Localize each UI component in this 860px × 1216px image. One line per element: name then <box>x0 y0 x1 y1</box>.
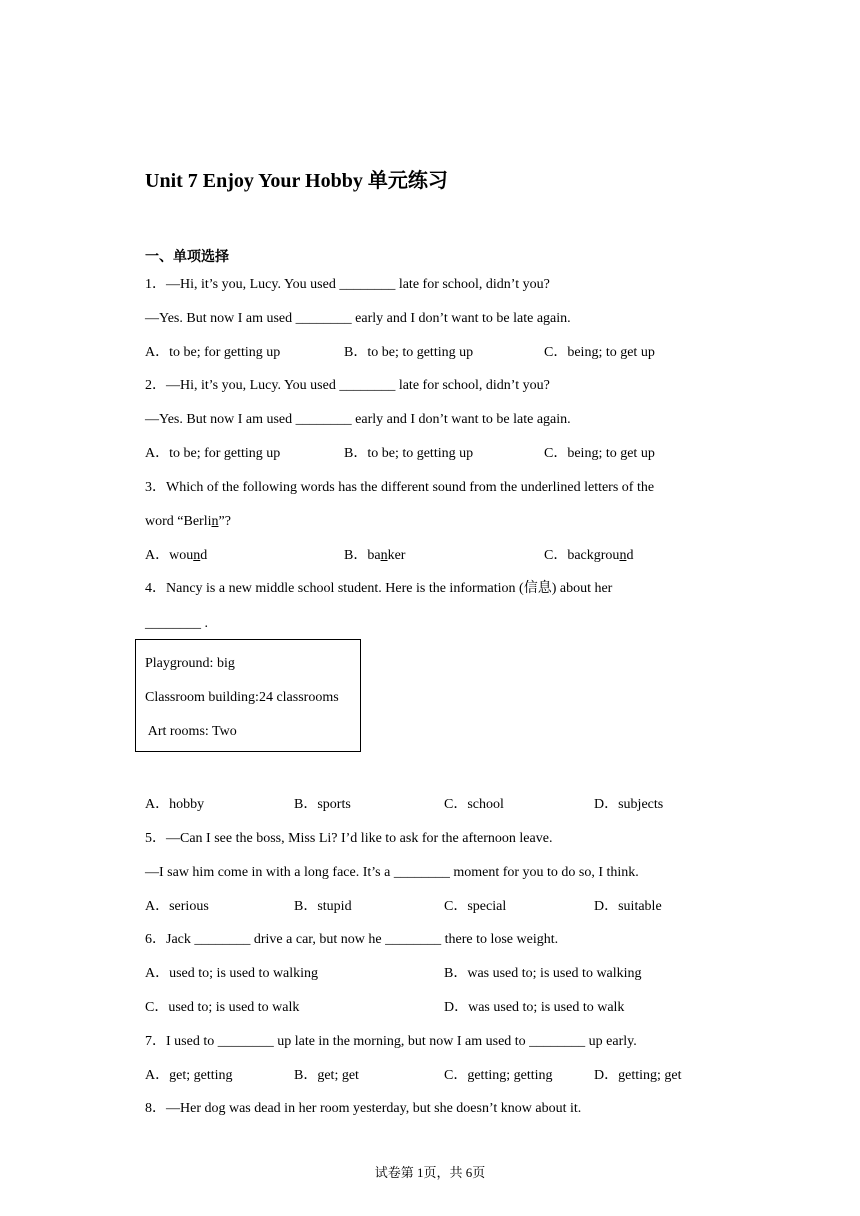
question-4-option-c[interactable]: C．school <box>444 797 504 812</box>
question-7-option-c[interactable]: C．getting; getting <box>444 1068 553 1083</box>
question-3-option-a[interactable] <box>145 546 207 566</box>
question-6-option-b[interactable]: B．was used to; is used to walking <box>444 966 642 981</box>
option-text: d <box>626 548 634 563</box>
section-heading: 一、单项选择 <box>145 249 229 265</box>
question-3-option-b[interactable] <box>344 546 405 566</box>
question-2-option-c[interactable]: C．being; to get up <box>544 446 655 461</box>
question-6-option-c[interactable]: C．used to; is used to walk <box>145 1000 300 1015</box>
question-2-reply: —Yes. But now I am used ________ early and I don’t want to be late again. <box>145 412 571 427</box>
question-2-stem: 2．—Hi, it’s you, Lucy. You used ________ late for school, didn’t you? <box>145 378 550 393</box>
option-text: B．ba <box>344 548 381 563</box>
question-7-option-a[interactable]: A．get; getting <box>145 1068 233 1083</box>
question-5-stem: 5．—Can I see the boss, Miss Li? I’d like to ask for the afternoon leave. <box>145 831 553 846</box>
question-2-option-b[interactable]: B．to be; to getting up <box>344 446 474 461</box>
question-1-option-c[interactable]: C．being; to get up <box>544 345 655 360</box>
question-3-stem-cont <box>145 512 231 532</box>
info-box-line: Art rooms: Two <box>145 724 237 739</box>
question-7-stem: 7．I used to ________ up late in the morning, but now I am used to ________ up early. <box>145 1034 637 1049</box>
question-7-option-d[interactable]: D．getting; get <box>594 1068 682 1083</box>
underlined-letter: n <box>211 514 219 529</box>
question-8-stem: 8．—Her dog was dead in her room yesterday, but she doesn’t know about it. <box>145 1101 582 1116</box>
page-footer: 试卷第 1页，共 6页 <box>374 1165 486 1180</box>
info-box <box>135 639 361 752</box>
option-text: C．backgrou <box>544 548 620 563</box>
question-5-option-a[interactable]: A．serious <box>145 899 209 914</box>
stem-text: word “Berli <box>145 514 212 529</box>
underlined-letter: n <box>193 548 201 563</box>
underlined-letter: n <box>380 548 388 563</box>
page-title: Unit 7 Enjoy Your Hobby 单元练习 <box>145 170 448 192</box>
question-4-option-b[interactable]: B．sports <box>294 797 351 812</box>
question-1-option-a[interactable]: A．to be; for getting up <box>145 345 281 360</box>
question-2-option-a[interactable]: A．to be; for getting up <box>145 446 281 461</box>
option-text: d <box>200 548 208 563</box>
question-7-option-b[interactable]: B．get; get <box>294 1068 359 1083</box>
question-4-blank: ________ . <box>145 616 208 631</box>
question-1-reply: —Yes. But now I am used ________ early and I don’t want to be late again. <box>145 311 571 326</box>
question-1-option-b[interactable]: B．to be; to getting up <box>344 345 474 360</box>
underlined-letter: n <box>619 548 627 563</box>
question-5-option-d[interactable]: D．suitable <box>594 899 662 914</box>
info-box-line: Classroom building:24 classrooms <box>145 690 339 705</box>
question-4-option-d[interactable]: D．subjects <box>594 797 664 812</box>
question-6-option-a[interactable]: A．used to; is used to walking <box>145 966 319 981</box>
question-6-option-d[interactable]: D．was used to; is used to walk <box>444 1000 625 1015</box>
option-text: A．wou <box>145 548 194 563</box>
info-box-line: Playground: big <box>145 656 235 671</box>
question-1-stem: 1．—Hi, it’s you, Lucy. You used ________ late for school, didn’t you? <box>145 277 550 292</box>
question-4-option-a[interactable]: A．hobby <box>145 797 205 812</box>
option-text: ker <box>387 548 406 563</box>
question-5-option-b[interactable]: B．stupid <box>294 899 352 914</box>
question-3-option-c[interactable] <box>544 546 633 566</box>
question-5-option-c[interactable]: C．special <box>444 899 507 914</box>
question-4-stem: 4．Nancy is a new middle school student. Here is the information (信息) about her <box>145 581 613 596</box>
stem-text: ”? <box>218 514 231 529</box>
question-5-reply: —I saw him come in with a long face. It’s a ________ moment for you to do so, I think. <box>145 865 639 880</box>
question-6-stem: 6．Jack ________ drive a car, but now he ________ there to lose weight. <box>145 932 559 947</box>
question-3-stem: 3．Which of the following words has the different sound from the underlined letters of the <box>145 480 655 495</box>
